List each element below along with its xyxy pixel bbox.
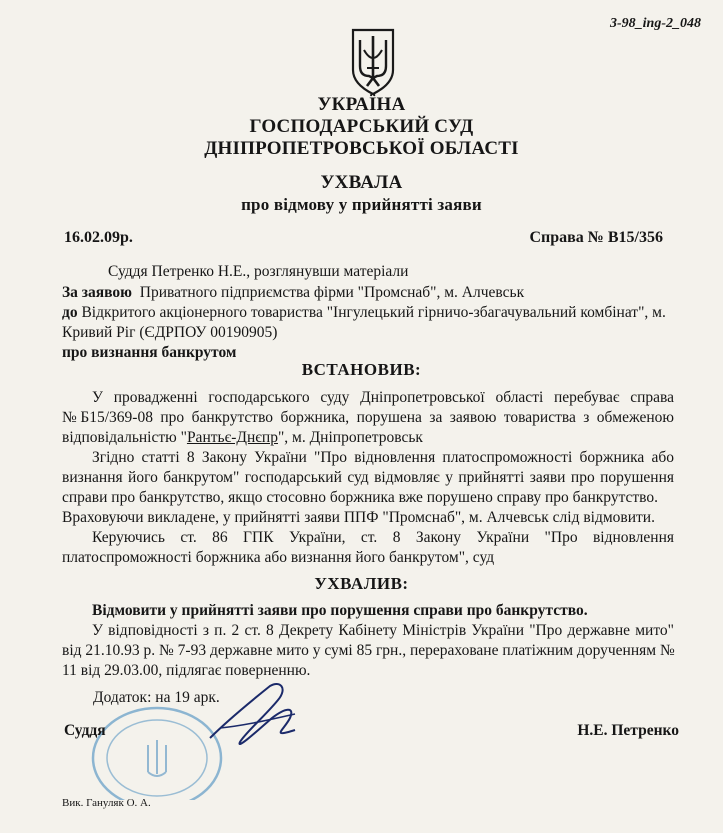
established-p4-l2: платоспроможності боржника або визнання його банкрутом", суд [62,549,495,566]
established-heading: ВСТАНОВИВ: [301,360,422,379]
established-p2-l1: Згідно статті 8 Закону України "Про відновлення платоспроможності боржника або [92,449,674,466]
judge-label: Суддя [64,722,106,739]
decided-p2-l1: У відповідності з п. 2 ст. 8 Декрету Кабінету Міністрів України "Про державне мито" [92,622,674,639]
decided-p2-l2: від 21.10.93 р. № 7-93 державне мито у сумі 85 грн., перераховане платіжним дорученням № [62,642,675,659]
company-name: Рантьє-Днєпр [186,429,278,446]
judge-signature [200,678,310,753]
respondent-label: до [62,304,78,321]
ruling-date: 16.02.09р. [64,229,133,246]
intro-line-4: Кривий Ріг (ЄДРПОУ 00190905) [62,324,278,341]
case-number: Справа № В15/356 [529,229,663,246]
decided-heading: УХВАЛИВ: [314,574,409,593]
established-p1-l3 [62,429,423,447]
country-heading: УКРАЇНА [317,94,406,115]
trident-emblem-icon [349,26,397,96]
established-p1-l1: У провадженні господарського суду Дніпропетровської області перебуває справа [92,389,674,406]
subject-line: про визнання банкрутом [62,344,237,361]
decided-p1: Відмовити у прийнятті заяви про порушення справи про банкрутство. [92,602,588,619]
document-id: 3-98_ing-2_048 [610,16,701,31]
decided-p2-l3: 11 від 29.03.00, підлягає поверненню. [62,662,311,679]
court-name: ГОСПОДАРСЬКИЙ СУД [249,116,474,137]
document-title: УХВАЛА [320,172,403,193]
intro-line-1: Суддя Петренко Н.Е., розглянувши матеріали [108,263,409,280]
document-subtitle: про відмову у прийнятті заяви [241,195,482,214]
intro-line-2 [62,284,524,302]
established-p4-l1: Керуючись ст. 86 ГПК України, ст. 8 Закону України "Про відновлення [92,529,674,546]
applicant-label: За заявою [62,284,133,301]
intro-line-3 [62,304,666,322]
established-p3-l1: Враховуючи викладене, у прийнятті заяви ППФ "Промснаб", м. Алчевськ слід відмовити. [62,509,655,526]
respondent-text: Відкритого акціонерного товариства "Інгулецький гірничо-збагачувальний комбінат", м. [81,304,666,321]
judge-name: Н.Е. Петренко [577,722,679,739]
established-p2-l2: визнання його банкрутом" господарський суд відмовляє у прийнятті заяви про порушення [62,469,674,486]
court-region: ДНІПРОПЕТРОВСЬКОЇ ОБЛАСТІ [204,138,519,159]
established-p2-l3: справи про банкрутство, якщо стосовно боржника вже порушено справу про банкрутство. [62,489,659,506]
executor-note: Вик. Гануляк О. А. [62,797,151,809]
attachment-note: Додаток: на 19 арк. [93,689,220,706]
established-p1-l3-a: відповідальністю " [62,429,187,446]
established-p1-l3-b: ", м. Дніпропетровськ [277,429,423,446]
applicant-text: Приватного підприємства фірми "Промснаб", м. Алчевськ [139,284,525,301]
established-p1-l2: №Б15/369-08 про банкрутство боржника, порушена за заявою товариства з обмеженою [62,409,674,426]
